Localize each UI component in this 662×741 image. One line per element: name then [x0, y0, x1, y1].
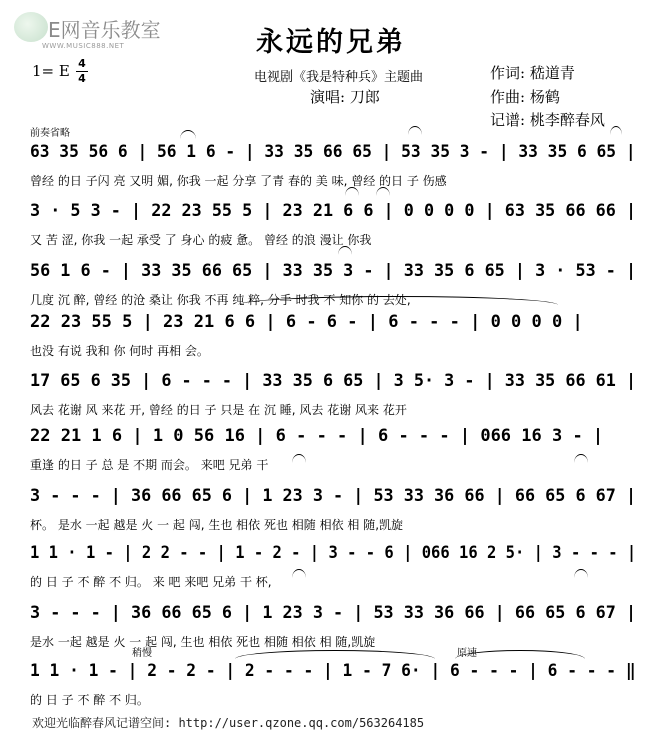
notation-line: 63 35 56 6 | 56 1 6 - | 33 35 66 65 | 53 35 3 - | 33 35 6 65 |: [30, 142, 636, 162]
notation-line: 3 · 5 3 - | 22 23 55 5 | 23 21 6 6 | 0 0 0 0 | 63 35 66 66 |: [30, 201, 637, 221]
tempo-original: 原速: [457, 648, 477, 659]
lyric-line: 的 日 子 不 醉 不 归。: [30, 693, 149, 707]
lyric-line: 也没 有说 我和 你 何时 再相 会。: [30, 344, 209, 358]
lyric-line: 几度 沉 醉, 曾经 的沧 桑让 你我 不再 纯 粹, 分手 时我 不 知你 的 去处,: [30, 293, 411, 307]
notation-line: 17 65 6 35 | 6 - - - | 33 35 6 65 | 3 5· 3 - | 33 35 66 61 |: [30, 371, 637, 391]
transcriber: 记谱: 桃李醉春风: [490, 111, 605, 129]
notation-line: 22 21 1 6 | 1 0 56 16 | 6 - - - | 6 - - - | 066 16 3 - |: [30, 426, 604, 446]
singer: 演唱: 刀郎: [310, 88, 380, 106]
notation-line: 56 1 6 - | 33 35 66 65 | 33 35 3 - | 33 35 6 65 | 3 · 53 - |: [30, 261, 637, 281]
logo-url: WWW.MUSIC888.NET: [42, 42, 125, 50]
time-signature-bottom: 4: [78, 72, 86, 85]
notation-line: 22 23 55 5 | 23 21 6 6 | 6 - 6 - | 6 - - - | 0 0 0 0 |: [30, 312, 583, 332]
notation-line: 3 - - - | 36 66 65 6 | 1 23 3 - | 53 33 36 66 | 66 65 6 67 |: [30, 486, 637, 506]
lyric-line: 是水 一起 越是 火 一 起 闯, 生也 相依 死也 相随 相依 相 随,凯旋: [30, 635, 376, 649]
lyric-line: 杯。 是水 一起 越是 火 一 起 闯, 生也 相依 死也 相随 相依 相 随,凯旋: [30, 518, 404, 532]
notation-line: 1 1 · 1 - | 2 2 - - | 1 - 2 - | 3 - - 6 | 066 16 2 5· | 3 - - - |: [30, 543, 637, 563]
lyric-line: 重逢 的日 子 总 是 不期 而会。 来吧 兄弟 干: [30, 458, 269, 472]
lyricist: 作词: 嵇道青: [490, 64, 575, 82]
time-signature: [76, 58, 88, 85]
time-signature-top: 4: [78, 57, 86, 70]
footer: 欢迎光临醉春风记谱空间: http://user.qzone.qq.com/563264185: [32, 716, 425, 730]
notation-line: 1 1 · 1 - | 2 - 2 - | 2 - - - | 1 - 7 6· | 6 - - - | 6 - - - ‖: [30, 661, 636, 681]
lyric-line: 风去 花谢 风 来花 开, 曾经 的日 子 只是 在 沉 睡, 风去 花谢 风来 花开: [30, 403, 407, 417]
key-signature: 1= E: [32, 62, 70, 80]
notation-line: 3 - - - | 36 66 65 6 | 1 23 3 - | 53 33 36 66 | 66 65 6 67 |: [30, 603, 637, 623]
song-title: 永远的兄弟: [256, 27, 406, 58]
tempo-slower: 稍慢: [132, 648, 152, 659]
subtitle: 电视剧《我是特种兵》主题曲: [254, 70, 424, 85]
lyric-line: 又 苦 涩, 你我 一起 承受 了 身心 的疲 惫。 曾经 的浪 漫让 你我: [30, 233, 372, 247]
logo-text: E网音乐教室: [48, 18, 161, 42]
lyric-line: 曾经 的日 子闪 亮 又明 媚, 你我 一起 分享 了青 春的 美 味, 曾经 的日 子 伤感: [30, 174, 447, 188]
intro-note: 前奏省略: [30, 128, 70, 139]
lyric-line: 的 日 子 不 醉 不 归。 来 吧 来吧 兄弟 干 杯,: [30, 575, 272, 589]
composer: 作曲: 杨鹤: [490, 88, 560, 106]
